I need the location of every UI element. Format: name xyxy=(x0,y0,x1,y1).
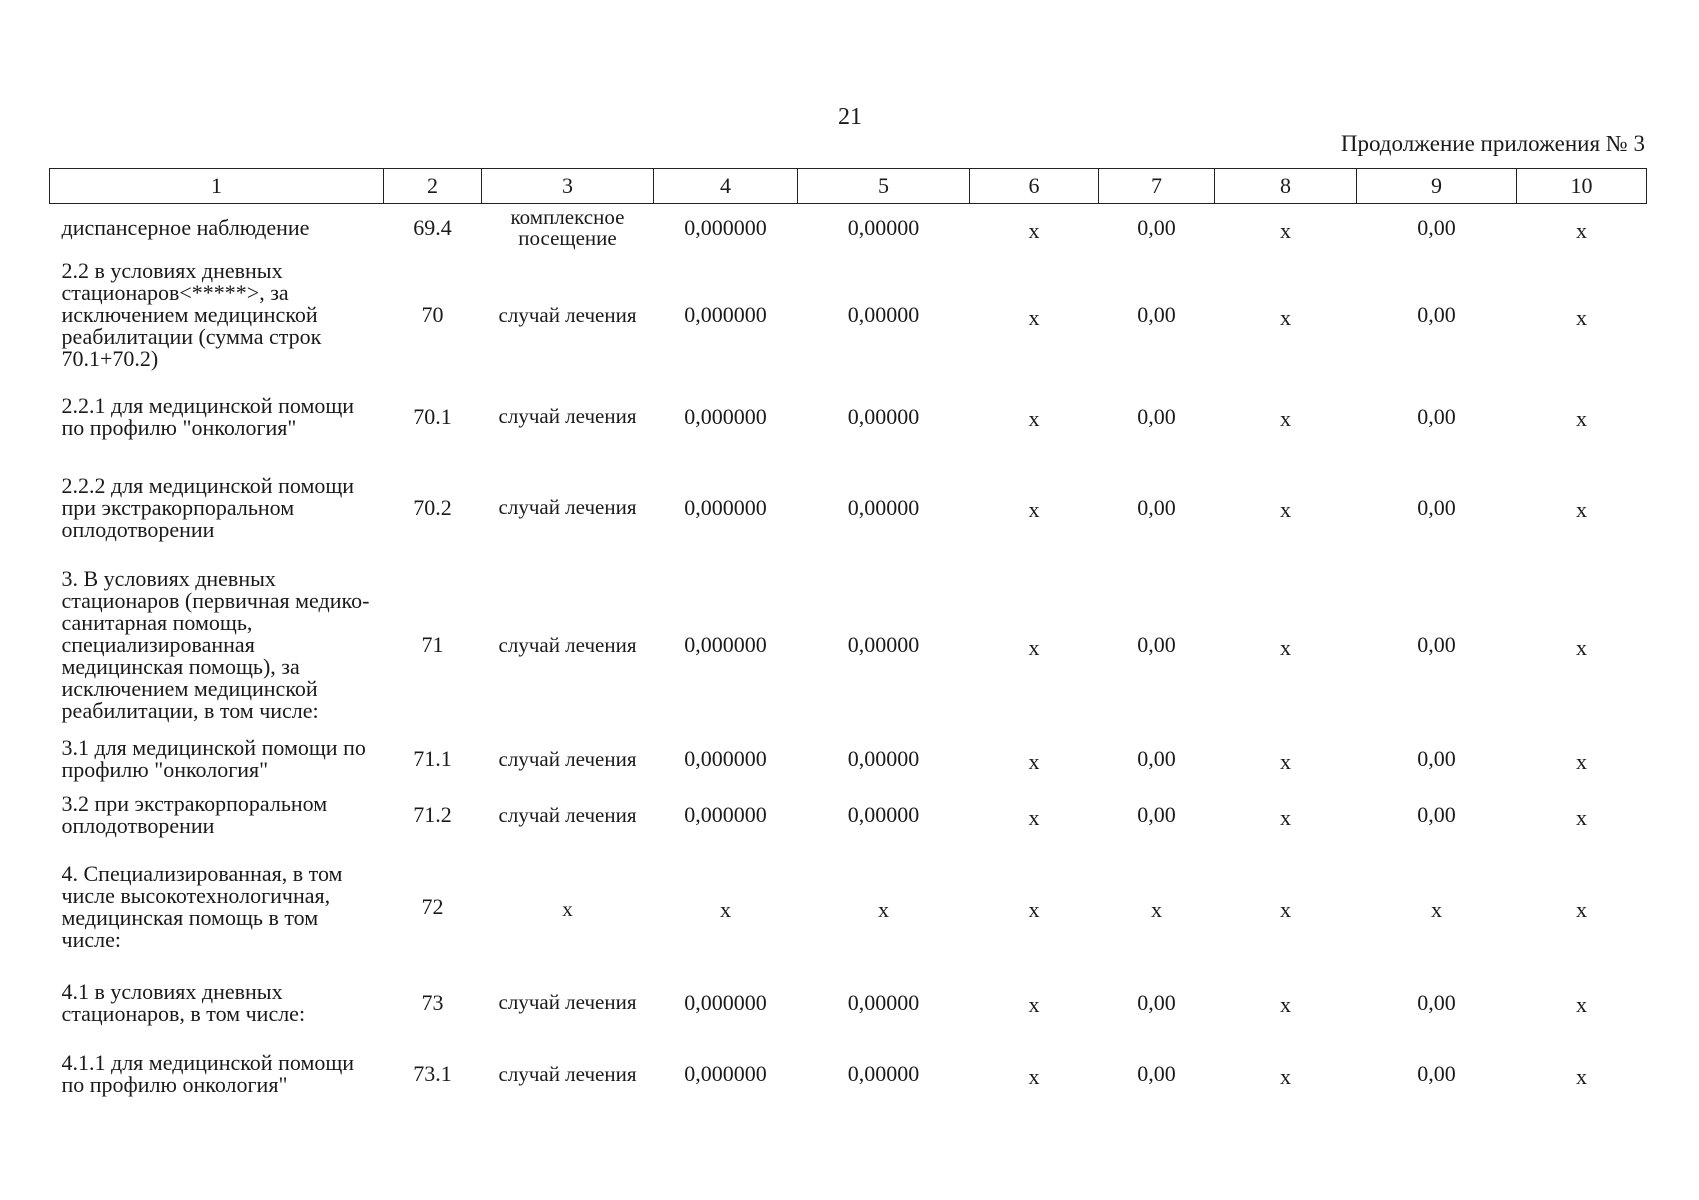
row-code: 71 xyxy=(421,632,444,657)
cell-col4: 0,000000 xyxy=(684,1061,767,1086)
cell-col5: 0,00000 xyxy=(847,632,920,657)
table-row xyxy=(50,844,1647,972)
column-header: 4 xyxy=(654,169,798,204)
row-name: 2.2 в условиях дневных стационаров<*****>, за исключением медицинской реабилитации (сумма строк 70.1+70.2) xyxy=(61,258,322,371)
cell-col4: 0,000000 xyxy=(684,403,767,429)
cell-col4: 0,000000 xyxy=(684,215,767,241)
table-row xyxy=(50,378,1647,457)
row-code: 72 xyxy=(421,894,444,919)
cell-col8: х xyxy=(1280,634,1291,660)
cell-col5: 0,00000 xyxy=(847,403,920,429)
cell-col4: 0,000000 xyxy=(684,802,767,827)
row-unit: случай лечения xyxy=(498,1061,637,1086)
row-name: диспансерное наблюдение xyxy=(61,215,310,241)
cell-col5: 0,00000 xyxy=(847,1061,920,1086)
column-header: 1 xyxy=(50,169,384,204)
cell-col9: 0,00 xyxy=(1417,403,1456,429)
row-code: 70 xyxy=(421,302,444,327)
row-code: 73 xyxy=(421,989,444,1015)
row-code: 69.4 xyxy=(413,215,452,241)
cell-col7: 0,00 xyxy=(1137,989,1176,1015)
column-header: 6 xyxy=(970,169,1099,204)
cell-col7: х xyxy=(1151,896,1162,922)
cell-col7: 0,00 xyxy=(1137,1061,1176,1086)
cell-col10: х xyxy=(1576,634,1587,660)
cell-col10: х xyxy=(1576,804,1587,830)
row-unit: случай лечения xyxy=(498,990,637,1014)
cell-col6: х xyxy=(1028,1063,1040,1089)
cell-col5: 0,00000 xyxy=(847,802,920,827)
cell-col5: 0,00000 xyxy=(847,494,920,520)
cell-col10: х xyxy=(1576,304,1587,330)
row-name: 3.2 при экстракорпоральном оплодотворении xyxy=(61,791,328,838)
cell-col8: х xyxy=(1280,804,1291,830)
cell-col8: х xyxy=(1280,497,1291,522)
cell-col7: 0,00 xyxy=(1137,494,1176,520)
row-unit: случай лечения xyxy=(498,746,637,771)
cell-col7: 0,00 xyxy=(1137,403,1176,429)
cell-col6: х xyxy=(1028,992,1040,1017)
cell-col9: 0,00 xyxy=(1417,215,1456,241)
cell-col7: 0,00 xyxy=(1137,746,1176,771)
cell-col5: х xyxy=(878,896,889,922)
row-code: 71.1 xyxy=(413,746,452,771)
cell-col5: 0,00000 xyxy=(847,302,920,327)
cell-col8: х xyxy=(1280,217,1291,243)
cell-col9: х xyxy=(1431,896,1442,922)
column-header: 5 xyxy=(798,169,970,204)
row-unit: случай лечения xyxy=(498,495,637,519)
row-unit: случай лечения xyxy=(498,404,637,428)
cell-col8: х xyxy=(1280,992,1291,1017)
row-code: 71.2 xyxy=(413,802,452,827)
cell-col9: 0,00 xyxy=(1417,989,1456,1015)
cell-col10: х xyxy=(1576,1063,1587,1089)
cell-col5: 0,00000 xyxy=(847,989,920,1015)
column-header: 7 xyxy=(1099,169,1215,204)
cell-col6: х xyxy=(1028,406,1040,431)
table-row xyxy=(50,1035,1647,1115)
cell-col9: 0,00 xyxy=(1417,632,1456,657)
cell-col7: 0,00 xyxy=(1137,802,1176,827)
cell-col6: х xyxy=(1028,217,1040,243)
cell-col10: х xyxy=(1576,896,1587,922)
cell-col9: 0,00 xyxy=(1417,302,1456,327)
row-name: 4. Специализированная, в том числе высокотехнологичная, медицинская помощь в том числе: xyxy=(61,861,343,952)
cell-col6: х xyxy=(1028,896,1040,922)
cell-col10: х xyxy=(1576,992,1587,1017)
cell-col5: 0,00000 xyxy=(847,746,920,771)
cell-col9: 0,00 xyxy=(1417,802,1456,827)
row-code: 70.2 xyxy=(413,494,452,520)
column-header: 3 xyxy=(482,169,654,204)
cell-col7: 0,00 xyxy=(1137,632,1176,657)
cell-col8: х xyxy=(1280,748,1291,774)
data-table xyxy=(49,168,1647,1115)
row-name: 2.2.1 для медицинской помощи по профилю "онкология" xyxy=(61,392,355,440)
cell-col9: 0,00 xyxy=(1417,746,1456,771)
cell-col10: х xyxy=(1576,497,1587,522)
cell-col8: х xyxy=(1280,896,1291,922)
cell-col9: 0,00 xyxy=(1417,1061,1456,1086)
cell-col8: х xyxy=(1280,406,1291,431)
column-header: 8 xyxy=(1215,169,1357,204)
row-unit: случай лечения xyxy=(498,802,637,827)
table-row xyxy=(50,732,1647,788)
row-unit: комплексное посещение xyxy=(510,205,625,251)
table-row xyxy=(50,560,1647,732)
row-name: 4.1 в условиях дневных стационаров, в том числе: xyxy=(61,978,306,1026)
table-row xyxy=(50,254,1647,378)
table-row xyxy=(50,972,1647,1035)
cell-col4: 0,000000 xyxy=(684,632,767,657)
cell-col4: х xyxy=(720,896,731,922)
cell-col6: х xyxy=(1028,497,1040,522)
header-row xyxy=(50,169,1647,204)
cell-col10: х xyxy=(1576,406,1587,431)
row-code: 73.1 xyxy=(413,1061,452,1086)
cell-col6: х xyxy=(1028,748,1040,774)
row-unit: случай лечения xyxy=(498,302,637,327)
cell-col4: 0,000000 xyxy=(684,494,767,520)
column-header: 2 xyxy=(384,169,482,204)
cell-col5: 0,00000 xyxy=(847,215,920,241)
appendix-caption: Продолжение приложения № 3 xyxy=(1340,131,1645,156)
row-name: 2.2.2 для медицинской помощи при экстракорпоральном оплодотворении xyxy=(61,472,355,542)
cell-col4: 0,000000 xyxy=(684,302,767,327)
row-unit: случай лечения xyxy=(498,632,637,657)
cell-col10: х xyxy=(1576,217,1587,243)
row-code: 70.1 xyxy=(413,403,452,429)
row-name: 4.1.1 для медицинской помощи по профилю онкология" xyxy=(61,1050,355,1097)
table-row xyxy=(50,788,1647,844)
column-header: 10 xyxy=(1517,169,1647,204)
cell-col10: х xyxy=(1576,748,1587,774)
cell-col4: 0,000000 xyxy=(684,746,767,771)
row-name: 3.1 для медицинской помощи по профилю "онкология" xyxy=(61,735,366,782)
cell-col7: 0,00 xyxy=(1137,215,1176,241)
cell-col6: х xyxy=(1028,804,1040,830)
row-unit: х xyxy=(562,897,573,921)
cell-col8: х xyxy=(1280,1063,1291,1089)
column-header: 9 xyxy=(1357,169,1517,204)
cell-col9: 0,00 xyxy=(1417,494,1456,520)
cell-col6: х xyxy=(1028,304,1040,330)
table-row xyxy=(50,457,1647,560)
page-number: 21 xyxy=(838,104,862,130)
cell-col4: 0,000000 xyxy=(684,989,767,1015)
row-name: 3. В условиях дневных стационаров (первичная медико-санитарная помощь, специализированная медицинская помощь), за исключением медицинской реабилитации, в том числе: xyxy=(61,566,370,723)
cell-col8: х xyxy=(1280,304,1291,330)
table-row xyxy=(50,204,1647,254)
cell-col6: х xyxy=(1028,634,1040,660)
cell-col7: 0,00 xyxy=(1137,302,1176,327)
